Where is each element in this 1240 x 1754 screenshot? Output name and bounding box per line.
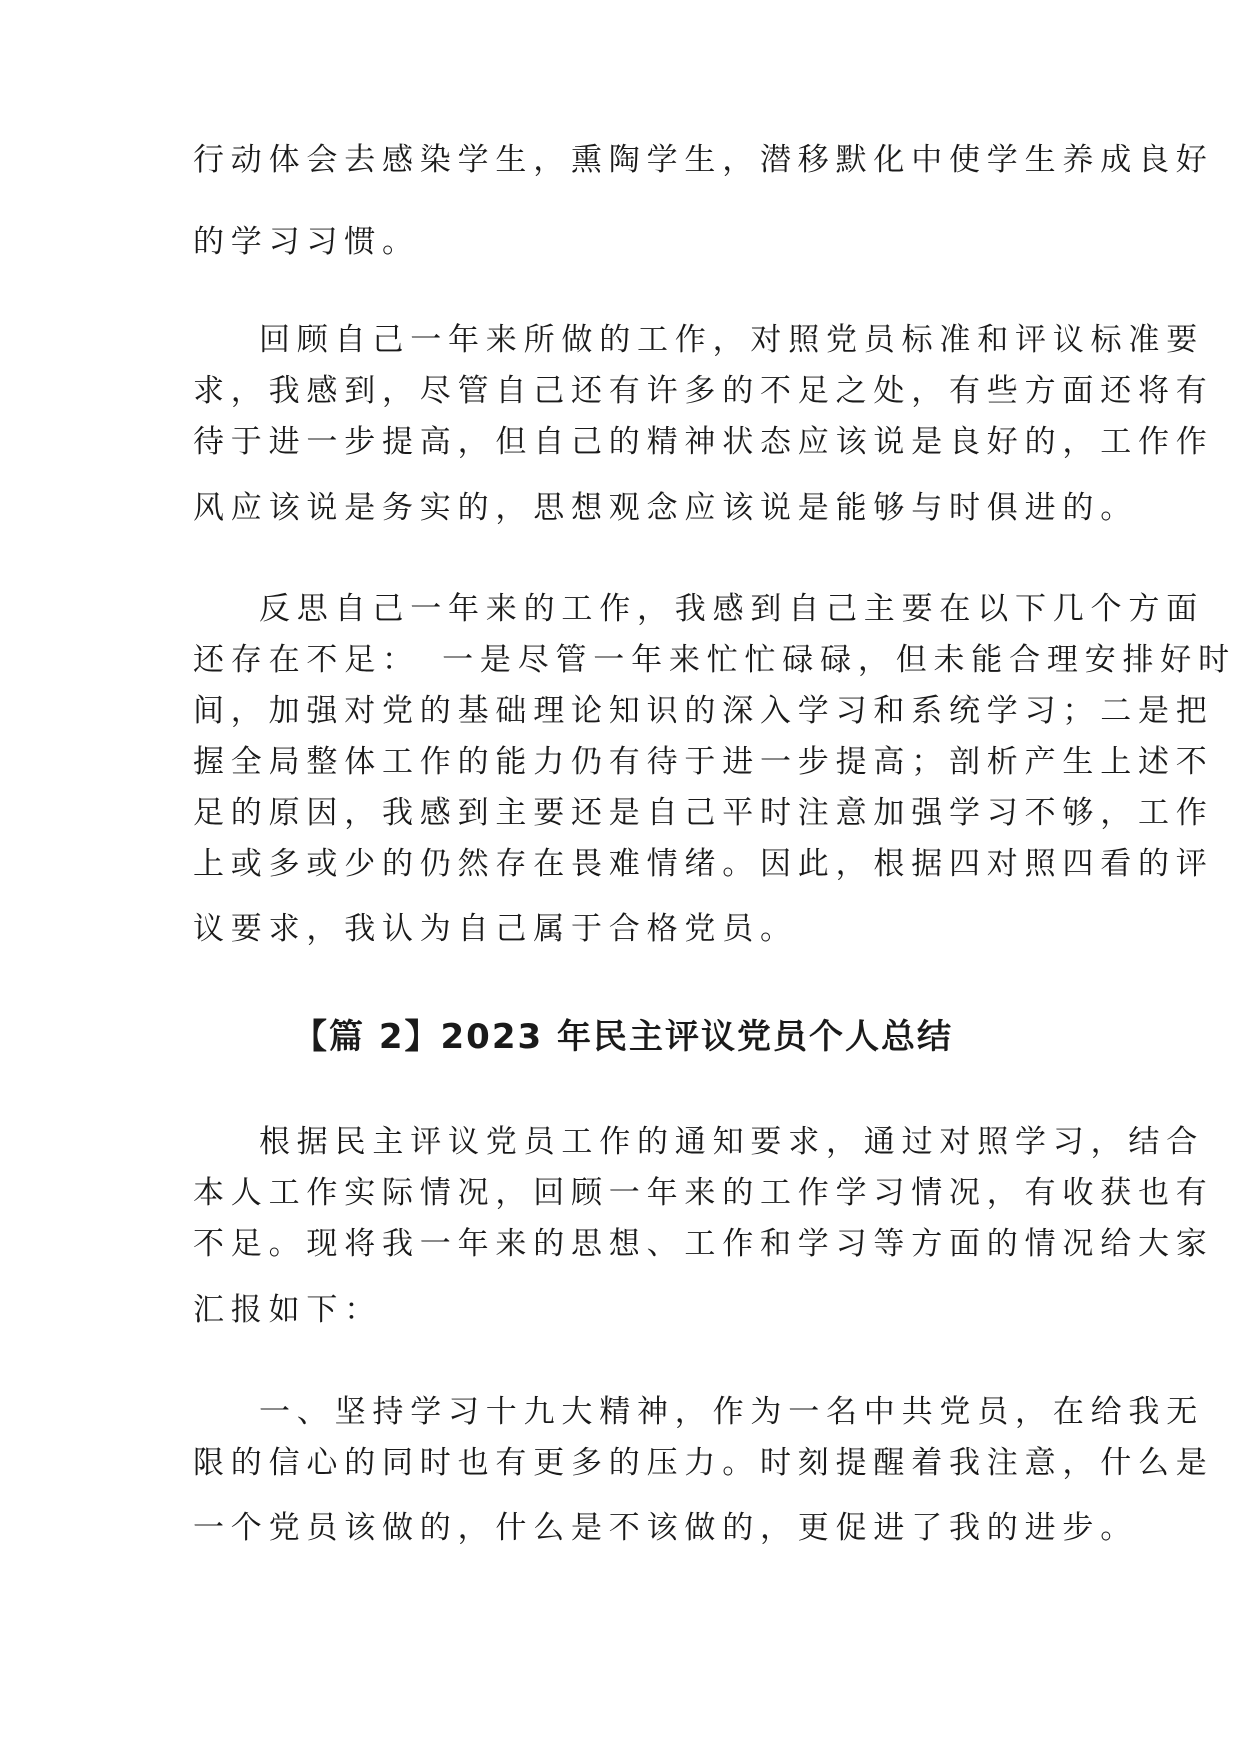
text-line: 握全局整体工作的能力仍有待于进一步提高；剖析产生上述不 — [193, 744, 1214, 780]
text-line: 行动体会去感染学生，熏陶学生，潜移默化中使学生养成良好 — [193, 142, 1214, 178]
text-line: 汇报如下： — [193, 1292, 382, 1328]
text-line: 一个党员该做的，什么是不该做的，更促进了我的进步。 — [193, 1510, 1138, 1546]
text-line: 求，我感到，尽管自己还有许多的不足之处，有些方面还将有 — [193, 373, 1214, 409]
text-line: 一、坚持学习十九大精神，作为一名中共党员，在给我无 — [259, 1394, 1204, 1430]
text-line: 待于进一步提高，但自己的精神状态应该说是良好的，工作作 — [193, 424, 1214, 460]
text-line: 根据民主评议党员工作的通知要求，通过对照学习，结合 — [259, 1124, 1204, 1160]
text-line: 足的原因，我感到主要还是自己平时注意加强学习不够，工作 — [193, 795, 1214, 831]
text-line: 本人工作实际情况，回顾一年来的工作学习情况，有收获也有 — [193, 1175, 1214, 1211]
text-line: 间，加强对党的基础理论知识的深入学习和系统学习；二是把 — [193, 693, 1214, 729]
text-line: 反思自己一年来的工作，我感到自己主要在以下几个方面 — [259, 591, 1204, 627]
text-line: 议要求，我认为自己属于合格党员。 — [193, 911, 798, 947]
section-heading: 【篇 2】2023 年民主评议党员个人总结 — [293, 1017, 953, 1057]
text-line: 不足。现将我一年来的思想、工作和学习等方面的情况给大家 — [193, 1226, 1214, 1262]
text-line: 还存在不足： 一是尽管一年来忙忙碌碌，但未能合理安排好时 — [193, 642, 1236, 678]
text-line: 的学习习惯。 — [193, 224, 420, 260]
text-line: 风应该说是务实的，思想观念应该说是能够与时俱进的。 — [193, 490, 1138, 526]
text-line: 上或多或少的仍然存在畏难情绪。因此，根据四对照四看的评 — [193, 846, 1214, 882]
text-line: 限的信心的同时也有更多的压力。时刻提醒着我注意，什么是 — [193, 1445, 1214, 1481]
text-line: 回顾自己一年来所做的工作，对照党员标准和评议标准要 — [259, 322, 1204, 358]
